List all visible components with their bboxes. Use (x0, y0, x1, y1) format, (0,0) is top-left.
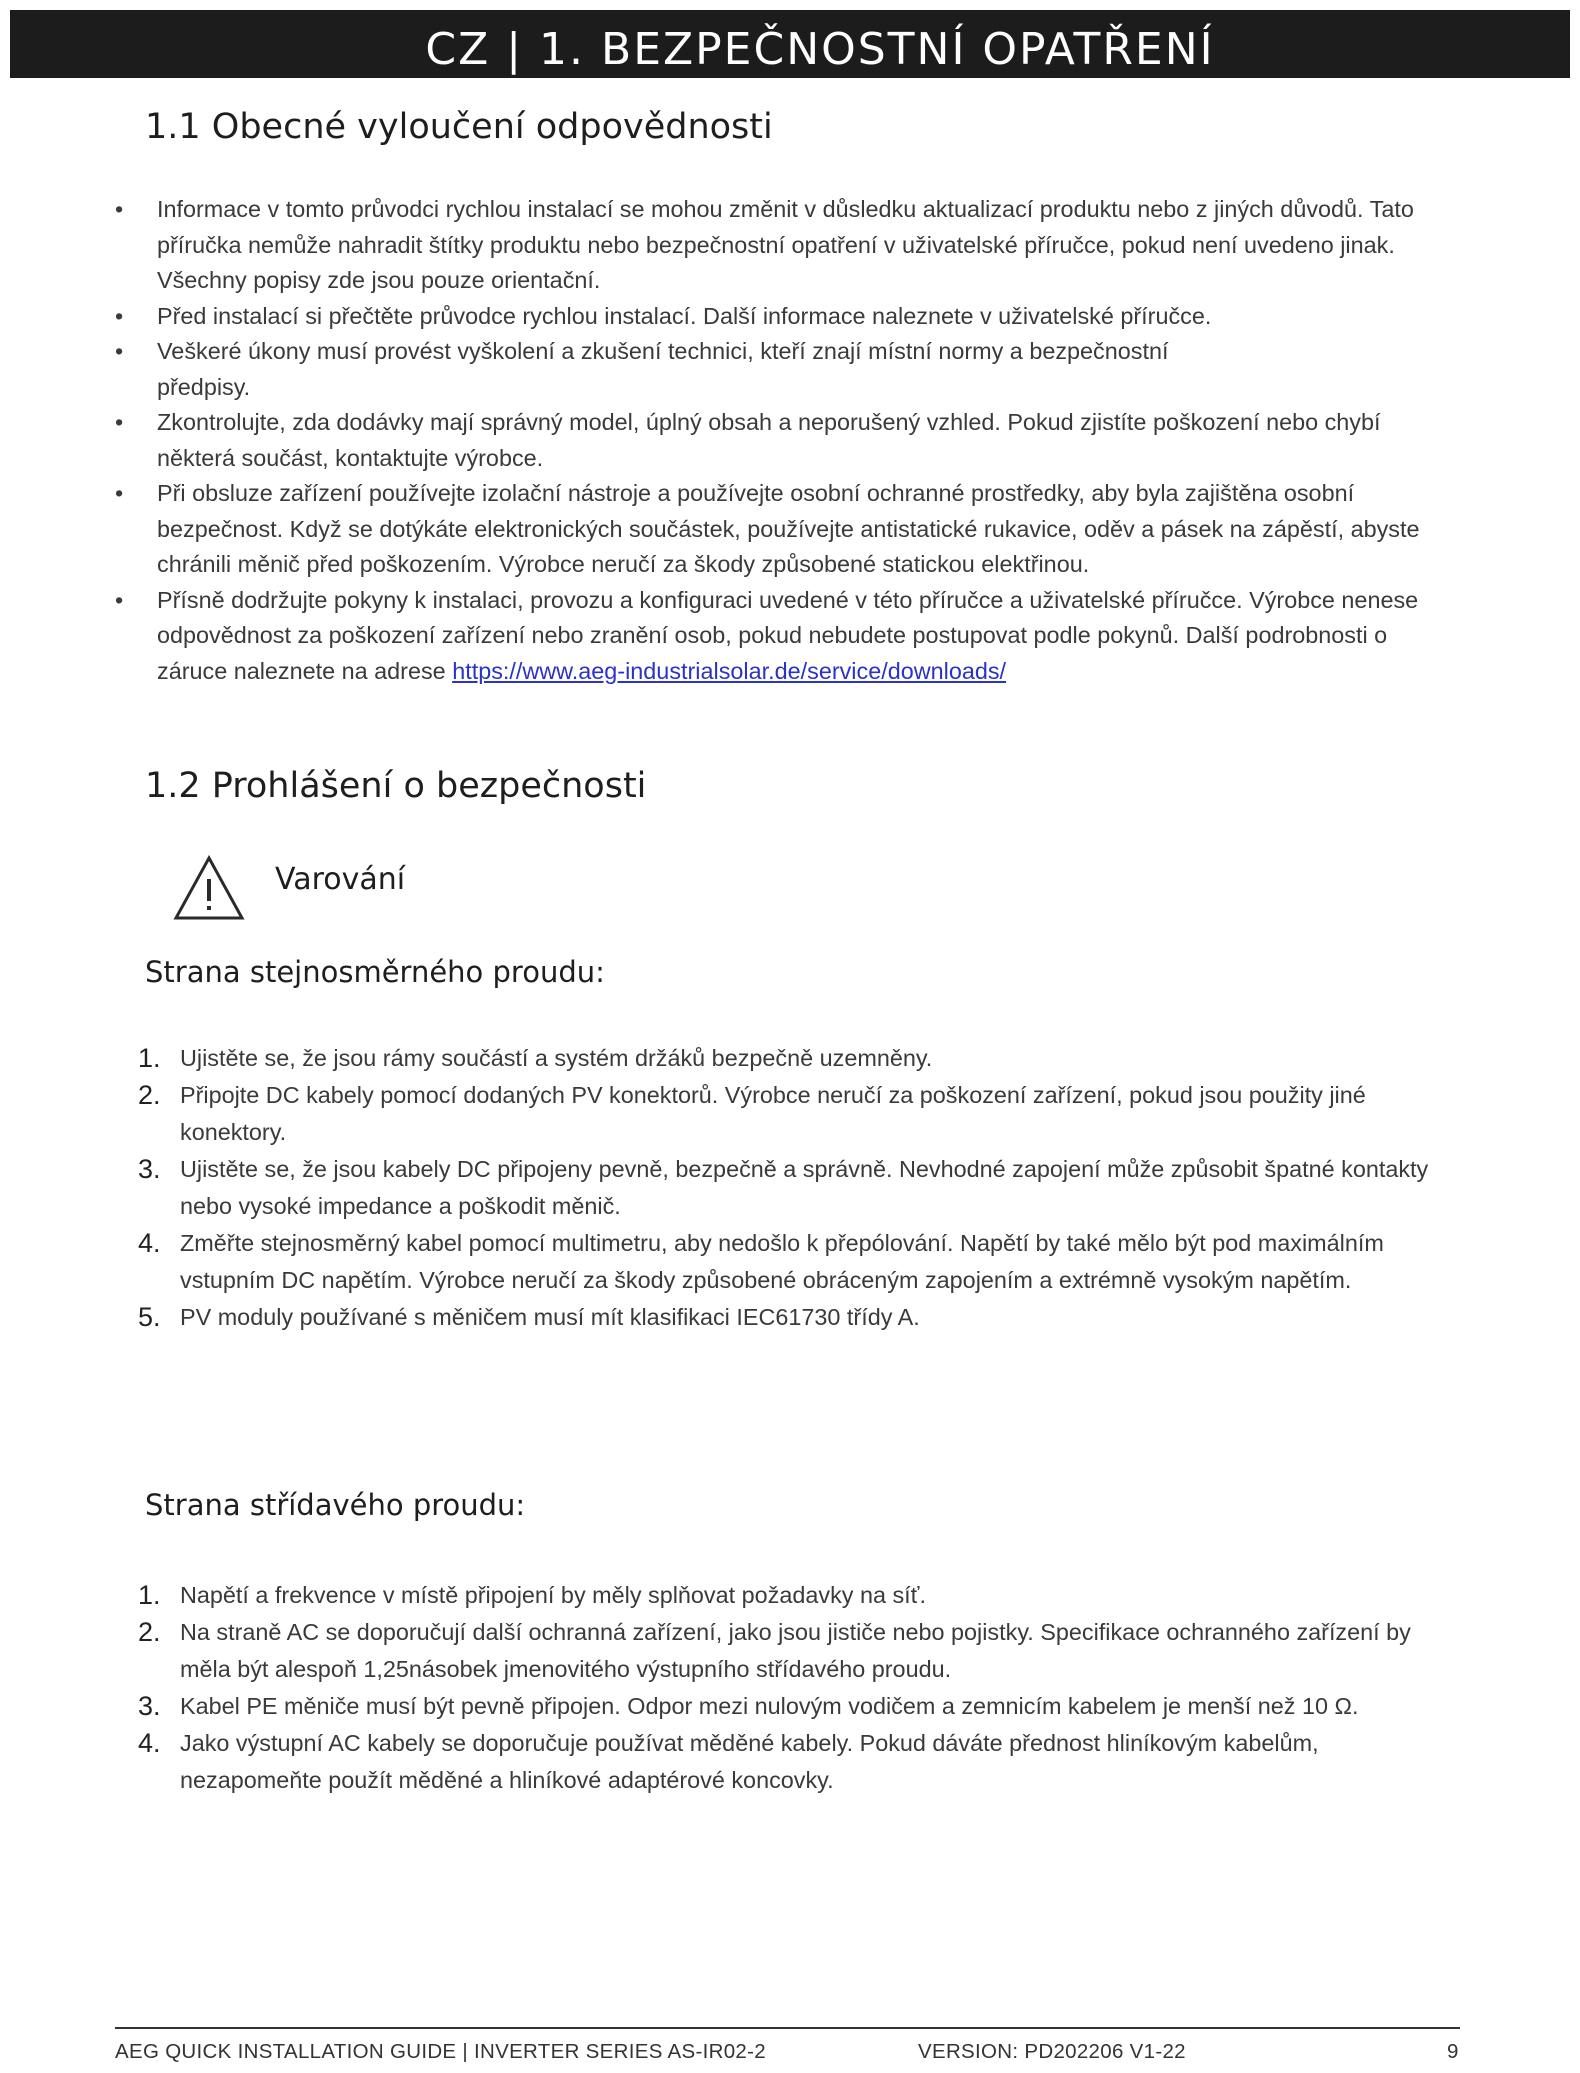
list-item (138, 1040, 1458, 1077)
list-item (138, 1151, 1458, 1225)
list-item (138, 1688, 1458, 1725)
list-item: • Zkontrolujte, zda dodávky mají správný model, úplný obsah a neporušený vzhled. Pokud zjistíte poškození nebo chybí některá součást, kontaktujte výrobce. (115, 405, 1445, 476)
list-item (138, 1577, 1458, 1614)
ac-side-heading: Strana střídavého proudu: (145, 1488, 526, 1522)
step-number: 4. (138, 1228, 161, 1258)
footer-page-number: 9 (1447, 2040, 1459, 2063)
step-number: 4. (138, 1728, 161, 1758)
footer-guide-title: AEG QUICK INSTALLATION GUIDE | INVERTER SERIES AS-IR02-2 (115, 2040, 766, 2063)
list-item (138, 1614, 1458, 1688)
list-item: • Informace v tomto průvodci rychlou instalací se mohou změnit v důsledku aktualizací produktu nebo z jiných důvodů. Tato příručka nemůže nahradit štítky produktu nebo bezpečnostní opatření v uživatelské příručce, pokud není uvedeno jinak. Všechny popisy zde jsou pouze orientační. (115, 192, 1445, 299)
footer-divider (115, 2027, 1460, 2029)
step-text: PV moduly používané s měničem musí mít klasifikaci IEC61730 třídy A. (180, 1304, 920, 1330)
step-text: Ujistěte se, že jsou rámy součástí a systém držáků bezpečně uzemněny. (180, 1045, 933, 1071)
list-item (138, 1299, 1458, 1336)
list-item (115, 583, 1445, 690)
list-item (138, 1077, 1458, 1151)
step-number: 2. (138, 1617, 161, 1647)
downloads-link[interactable]: https://www.aeg-industrialsolar.de/service/downloads/ (452, 657, 1007, 684)
step-text: Kabel PE měniče musí být pevně připojen. Odpor mezi nulovým vodičem a zemnicím kabelem je menší než 10 Ω. (180, 1693, 1359, 1719)
step-text: Napětí a frekvence v místě připojení by měly splňovat požadavky na síť. (180, 1582, 926, 1608)
disclaimer-list (115, 192, 1445, 689)
page-header-bar (10, 10, 1570, 78)
step-text: Na straně AC se doporučují další ochranná zařízení, jako jsou jističe nebo pojistky. Specifikace ochranného zařízení by měla být alespoň 1,25násobek jmenovitého výstupního střídavého proudu. (180, 1619, 1411, 1682)
step-number: 1. (138, 1043, 161, 1073)
ac-steps-list (138, 1577, 1458, 1799)
warning-triangle-icon (173, 855, 245, 921)
list-item (138, 1225, 1458, 1299)
page-title: CZ | 1. BEZPEČNOSTNÍ OPATŘENÍ (425, 24, 1215, 75)
step-number: 5. (138, 1302, 161, 1332)
step-number: 3. (138, 1154, 161, 1184)
list-item-text: Přísně dodržujte pokyny k instalaci, provozu a konfiguraci uvedené v této příručce a uživatelské příručce. Výrobce nenese odpovědnost za poškození zařízení nebo zranění osob, pokud nebudete postupovat podle pokynů. Další podrobnosti o záruce naleznete na adrese (157, 586, 1419, 684)
step-number: 3. (138, 1691, 161, 1721)
dc-steps-list (138, 1040, 1458, 1336)
step-number: 2. (138, 1080, 161, 1110)
section-heading-1-2: 1.2 Prohlášení o bezpečnosti (145, 766, 647, 806)
list-item (138, 1725, 1458, 1799)
dc-side-heading: Strana stejnosměrného proudu: (145, 955, 605, 989)
warning-label: Varování (275, 862, 406, 897)
section-heading-1-1: 1.1 Obecné vyloučení odpovědnosti (145, 107, 773, 147)
step-text: Připojte DC kabely pomocí dodaných PV konektorů. Výrobce neručí za poškození zařízení, pokud jsou použity jiné konektory. (180, 1082, 1366, 1145)
list-item: • Veškeré úkony musí provést vyškolení a zkušení technici, kteří znají místní normy a bezpečnostní předpisy. (115, 334, 1445, 405)
step-text: Změřte stejnosměrný kabel pomocí multimetru, aby nedošlo k přepólování. Napětí by také mělo být pod maximálním vstupním DC napětím. Výrobce neručí za škody způsobené obráceným zapojením a extrémně vysokým napětím. (180, 1230, 1384, 1293)
step-text: Ujistěte se, že jsou kabely DC připojeny pevně, bezpečně a správně. Nevhodné zapojení může způsobit špatné kontakty nebo vysoké impedance a poškodit měnič. (180, 1156, 1429, 1219)
list-item: • Před instalací si přečtěte průvodce rychlou instalací. Další informace naleznete v uživatelské příručce. (115, 299, 1445, 335)
list-item: • Při obsluze zařízení používejte izolační nástroje a používejte osobní ochranné prostředky, aby byla zajištěna osobní bezpečnost. Když se dotýkáte elektronických součástek, používejte antistatické rukavice, oděv a pásek na zápěstí, abyste chránili měnič před poškozením. Výrobce neručí za škody způsobené statickou elektřinou. (115, 476, 1445, 583)
step-number: 1. (138, 1580, 161, 1610)
footer-version: VERSION: PD202206 V1-22 (918, 2040, 1186, 2063)
step-text: Jako výstupní AC kabely se doporučuje používat měděné kabely. Pokud dáváte přednost hliníkovým kabelům, nezapomeňte použít měděné a hliníkové adaptérové koncovky. (180, 1730, 1319, 1793)
